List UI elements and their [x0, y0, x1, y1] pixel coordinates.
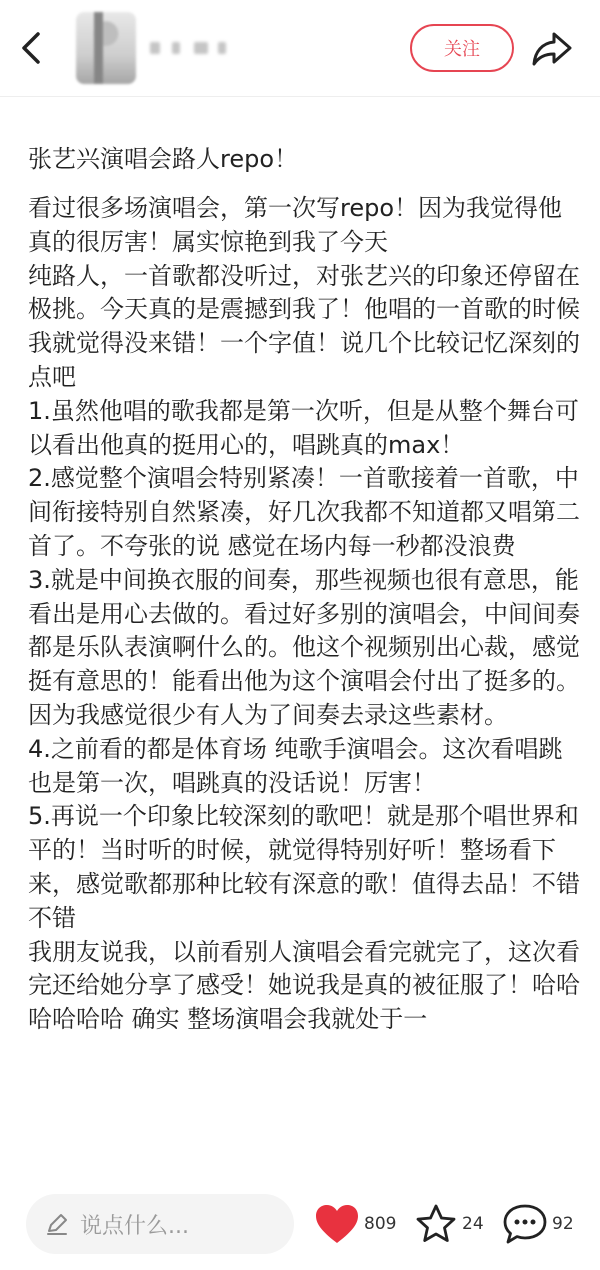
header-divider — [0, 96, 600, 97]
comment-count: 92 — [552, 1214, 574, 1234]
author-name[interactable] — [150, 40, 250, 60]
post-paragraph: 看过很多场演唱会，第一次写repo！因为我觉得他真的很厉害！属实惊艳到我了今天 — [28, 194, 563, 256]
post-paragraph: 纯路人，一首歌都没听过，对张艺兴的印象还停留在极挑。今天真的是震撼到我了！他唱的一首歌的时候我就觉得没来错！一个字值！说几个比较记忆深刻的点吧 — [28, 261, 580, 391]
chat-bubble-icon — [502, 1202, 548, 1246]
share-button[interactable] — [530, 24, 574, 72]
top-nav-bar — [0, 0, 600, 96]
heart-icon — [314, 1203, 360, 1245]
post-paragraph: 我朋友说我，以前看别人演唱会看完就完了，这次看完还给她分享了感受！她说我是真的被征服了！哈哈哈哈哈哈 确实 整场演唱会我就处于一 — [28, 937, 580, 1034]
star-count: 24 — [462, 1214, 484, 1234]
back-button[interactable] — [14, 26, 54, 70]
post-content — [28, 142, 580, 1037]
post-paragraph: 1.虽然他唱的歌我都是第一次听，但是从整个舞台可以看出他真的挺用心的，唱跳真的max！ — [28, 396, 579, 459]
post-paragraph: 2.感觉整个演唱会特别紧凑！一首歌接着一首歌，中间衔接特别自然紧凑，好几次我都不知道都又唱第二首了。不夸张的说 感觉在场内每一秒都没浪费 — [28, 464, 580, 560]
share-icon — [530, 24, 574, 72]
collect-button[interactable] — [414, 1194, 484, 1254]
post-paragraph: 3.就是中间换衣服的间奏，那些视频也很有意思，能看出是用心去做的。看过好多别的演唱会，中间间奏都是乐队表演啊什么的。他这个视频别出心裁，感觉挺有意思的！能看出他为这个演唱会付出了挺多的。因为我感觉很少有人为了间奏去录这些素材。 — [28, 565, 580, 729]
like-count: 809 — [364, 1214, 397, 1234]
post-paragraph: 4.之前看的都是体育场 纯歌手演唱会。这次看唱跳也是第一次，唱跳真的没话说！厉害！ — [28, 734, 563, 797]
like-button[interactable] — [314, 1194, 396, 1254]
back-arrow-icon — [14, 26, 54, 70]
post-title: 张艺兴演唱会路人repo！ — [28, 145, 299, 173]
comment-button[interactable] — [502, 1194, 574, 1254]
follow-button[interactable]: 关注 — [410, 24, 514, 72]
comment-placeholder: 说点什么... — [80, 1213, 189, 1239]
post-paragraph: 5.再说一个印象比较深刻的歌吧！就是那个唱世界和平的！当时听的时候，就觉得特别好听！整场看下来，感觉歌都那种比较有深意的歌！值得去品！不错不错 — [28, 802, 580, 932]
comment-input[interactable] — [26, 1194, 294, 1254]
star-icon — [414, 1203, 458, 1245]
author-avatar[interactable] — [76, 12, 136, 84]
pen-icon — [44, 1211, 70, 1237]
bottom-action-bar — [0, 1182, 600, 1270]
